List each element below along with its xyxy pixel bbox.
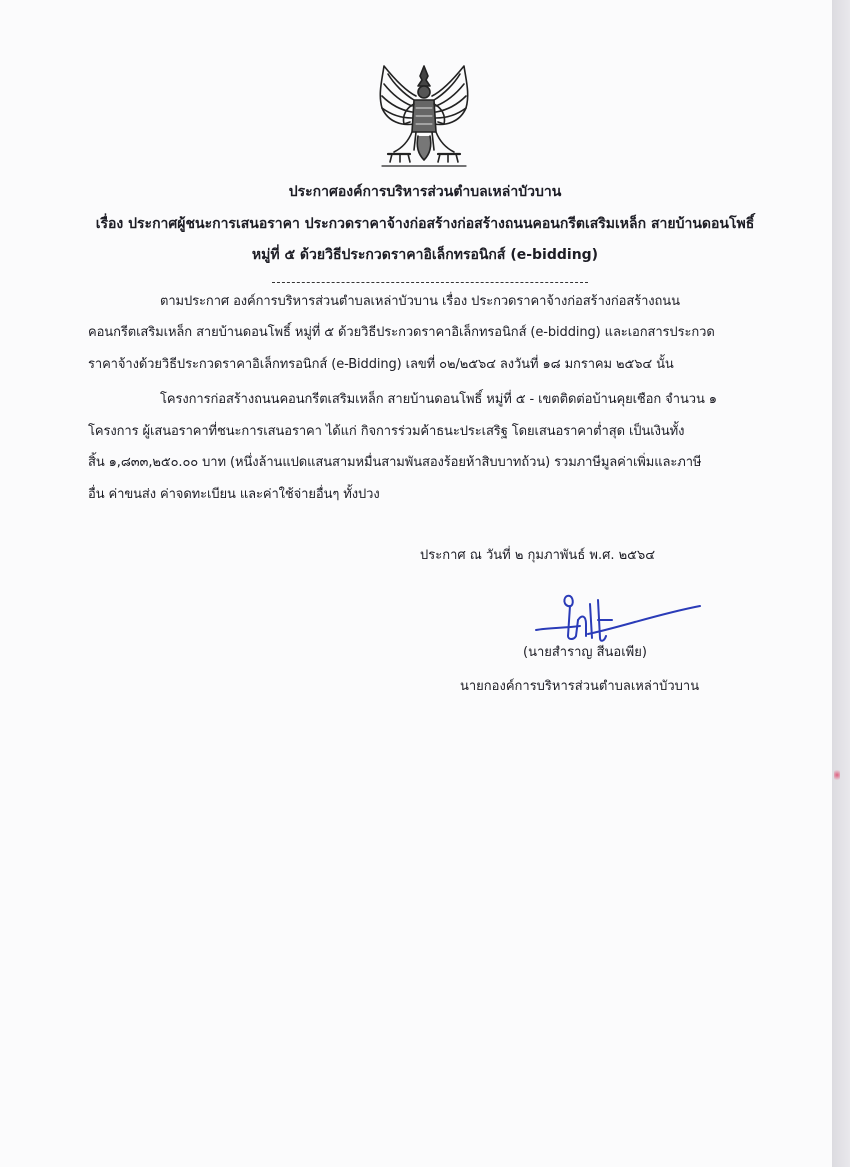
red-ink-mark [834,768,840,782]
header-subject-continued: หมู่ที่ ๕ ด้วยวิธีประกวดราคาอิเล็กทรอนิกส์ (e-bidding) [251,247,599,263]
body-line-3: ราคาจ้างด้วยวิธีประกวดราคาอิเล็กทรอนิกส์ (e-Bidding) เลขที่ ๐๒/๒๕๖๔ ลงวันที่ ๑๘ มกราคม ๒๕๖๔ นั้น [88,357,674,372]
body-line-6: สิ้น ๑,๘๓๓,๒๕๐.๐๐ บาท (หนึ่งล้านแปดแสนสามหมื่นสามพันสองร้อยห้าสิบบาทถ้วน) รวมภาษีมูลค่าเพิ่มและภาษี [88,455,702,470]
signer-title: นายกองค์การบริหารส่วนตำบลเหล่าบัวบาน [460,679,700,694]
announcement-date: ประกาศ ณ วันที่ ๒ กุมภาพันธ์ พ.ศ. ๒๕๖๔ [420,548,656,563]
body-line-7: อื่น ค่าขนส่ง ค่าจดทะเบียน และค่าใช้จ่ายอื่นๆ ทั้งปวง [88,487,380,502]
garuda-emblem-icon [368,62,480,174]
scan-background-edge [832,0,850,1167]
body-line-4: โครงการก่อสร้างถนนคอนกรีตเสริมเหล็ก สายบ้านดอนโพธิ์ หมู่ที่ ๕ - เขตติดต่อบ้านคุยเชือก จำนวน ๑ [160,392,717,407]
body-line-2: คอนกรีตเสริมเหล็ก สายบ้านดอนโพธิ์ หมู่ที่ ๕ ด้วยวิธีประกวดราคาอิเล็กทรอนิกส์ (e-bidding) และเอกสารประกวด [88,325,715,340]
body-line-5: โครงการ ผู้เสนอราคาที่ชนะการเสนอราคา ได้แก่ กิจการร่วมค้าธนะประเสริฐ โดยเสนอราคาต่ำสุด เป็นเงินทั้ง [88,424,685,439]
header-divider [272,282,588,283]
signer-name: (นายสำราญ สีนอเพีย) [523,645,647,660]
header-subject: เรื่อง ประกาศผู้ชนะการเสนอราคา ประกวดราคาจ้างก่อสร้างก่อสร้างถนนคอนกรีตเสริมเหล็ก สายบ้านดอนโพธิ์ [95,216,755,232]
header-organization-title: ประกาศองค์การบริหารส่วนตำบลเหล่าบัวบาน [288,184,562,200]
body-line-1: ตามประกาศ องค์การบริหารส่วนตำบลเหล่าบัวบาน เรื่อง ประกวดราคาจ้างก่อสร้างก่อสร้างถนน [160,294,680,309]
